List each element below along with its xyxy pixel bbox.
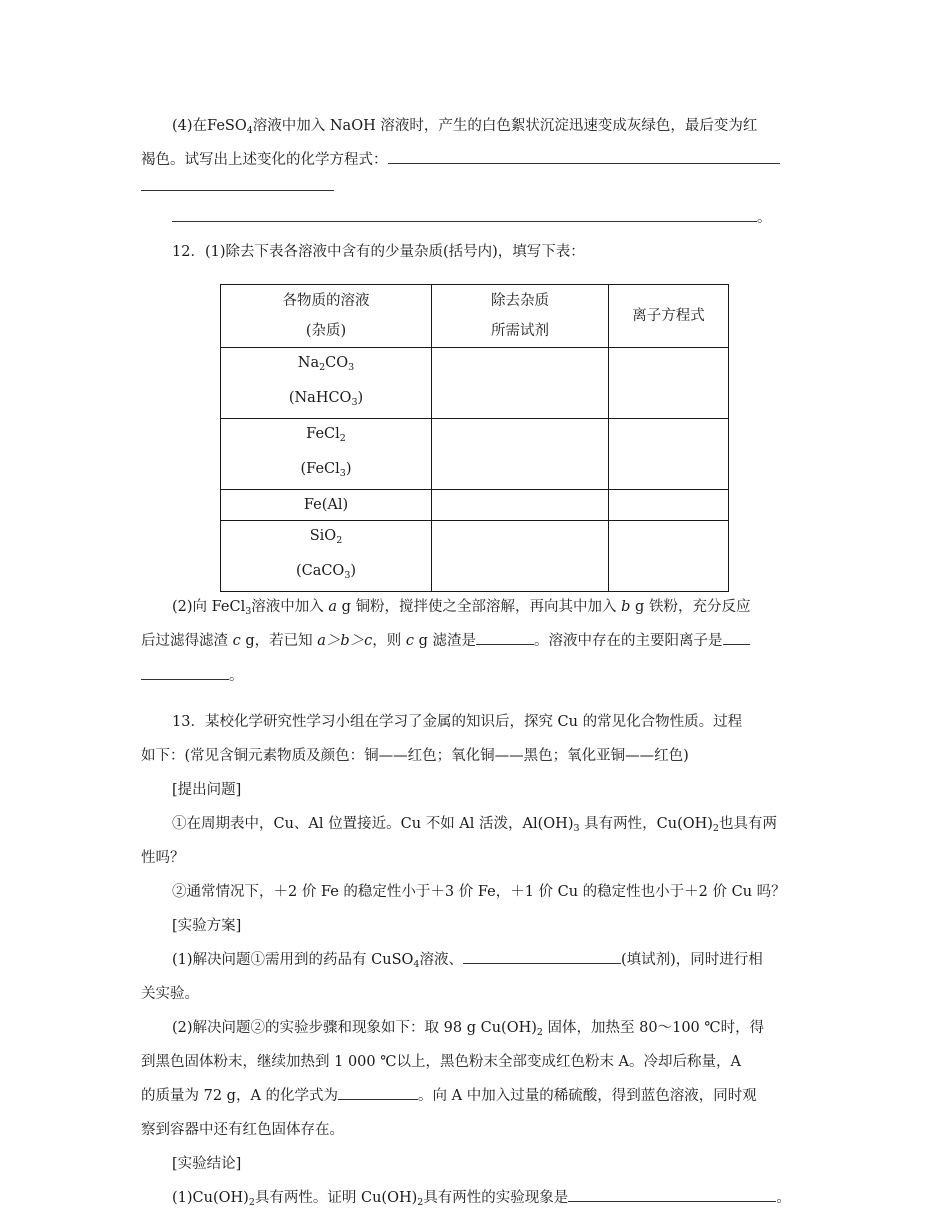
q11-part4-line3: 。 — [172, 206, 772, 227]
equation-cell[interactable] — [609, 490, 729, 521]
heading-experiment-plan: [实验方案] — [172, 918, 242, 934]
header-reagent: 除去杂质 所需试剂 — [432, 285, 609, 348]
table-row: Fe(Al) — [221, 490, 729, 521]
equation-cell[interactable] — [609, 419, 729, 490]
impurity-table — [220, 284, 729, 592]
q12-part2-line2: 后过滤得滤渣 c g，若已知 a＞b＞c，则 c g 滤渣是 。溶液中存在的主要阳离子是 — [141, 629, 750, 650]
answer-blank[interactable] — [141, 190, 334, 191]
q13-plan1-line1: (1)解决问题①需用到的药品有 CuSO$_4$溶液、 (填试剂)，同时进行相 — [172, 948, 763, 970]
answer-blank[interactable] — [476, 630, 534, 645]
reagent-cell[interactable] — [432, 419, 609, 490]
q13-question2: ②通常情况下，＋2 价 Fe 的稳定性小于＋3 价 Fe，＋1 价 Cu 的稳定性也小于＋2 价 Cu 吗？ — [172, 884, 786, 900]
heading-propose-question: [提出问题] — [172, 782, 242, 798]
answer-blank[interactable] — [568, 1187, 776, 1202]
table-row: FeCl$_2$ (FeCl$_3$) — [221, 419, 729, 490]
reagent-cell[interactable] — [432, 521, 609, 592]
q13-plan2-line1: (2)解决问题②的实验步骤和现象如下：取 98 g $Cu(OH)_2$ 固体，加热至 80～100 ℃时，得 — [172, 1020, 765, 1038]
answer-blank[interactable] — [463, 949, 621, 964]
equation-cell[interactable] — [609, 348, 729, 419]
answer-blank[interactable] — [388, 149, 780, 164]
q13-plan2-line3: 的质量为 72 g，A 的化学式为 。向 A 中加入过量的稀硫酸，得到蓝色溶液，同时观 — [141, 1084, 757, 1105]
heading-experiment-conclusion: [实验结论] — [172, 1156, 242, 1172]
answer-blank[interactable] — [338, 1085, 418, 1100]
header-ion-equation: 离子方程式 — [609, 285, 729, 348]
equation-cell[interactable] — [609, 521, 729, 592]
q13-plan1-line2: 关实验。 — [141, 986, 199, 1002]
q13-plan2-line2: 到黑色固体粉末，继续加热到 1 000 ℃以上，黑色粉末全部变成红色粉末 A。冷却后称量，A — [141, 1054, 741, 1070]
q11-part4-line1: (4)在FeSO$_4$溶液中加入 NaOH 溶液时，产生的白色絮状沉淀迅速变成灰绿色，最后变为红 — [172, 118, 758, 136]
answer-blank[interactable] — [141, 665, 229, 680]
q11-part4-line2: 褐色。试写出上述变化的化学方程式： — [141, 148, 780, 169]
q12-part2-line1: (2)向 FeCl$_3$溶液中加入 a g 铜粉，搅拌使之全部溶解，再向其中加入 b g 铁粉，充分反应 — [172, 599, 751, 617]
answer-blank[interactable] — [172, 207, 757, 222]
q13-conclusion1: $(1)Cu(OH)_2$具有两性。证明 $Cu(OH)_2$具有两性的实验现象是 。 — [172, 1186, 791, 1208]
table-header-row — [221, 285, 729, 348]
reagent-cell[interactable] — [432, 490, 609, 521]
answer-blank[interactable] — [723, 630, 750, 645]
q13-intro-line2: 如下：(常见含铜元素物质及颜色：铜——红色；氧化铜——黑色；氧化亚铜——红色) — [141, 748, 689, 764]
q13-plan2-line4: 察到容器中还有红色固体存在。 — [141, 1122, 344, 1138]
header-solution: 各物质的溶液 (杂质) — [221, 285, 432, 348]
q13-question1-line2: 性吗？ — [141, 850, 185, 866]
q12-intro: 12．(1)除去下表各溶液中含有的少量杂质(括号内)，填写下表： — [172, 244, 585, 260]
q12-part2-line3: 。 — [141, 664, 244, 685]
q13-intro-line1: 13．某校化学研究性学习小组在学习了金属的知识后，探究 Cu 的常见化合物性质。过程 — [172, 714, 743, 730]
table-row: SiO$_2$ (CaCO$_3$) — [221, 521, 729, 592]
reagent-cell[interactable] — [432, 348, 609, 419]
table-row: $Na_2CO_3$ (NaHCO$_3$) — [221, 348, 729, 419]
q13-question1-line1: ①在周期表中，Cu、Al 位置接近。Cu 不如 Al 活泼，$Al(OH)_3$ 具有两性，$Cu(OH)_2$也具有两 — [172, 816, 777, 834]
